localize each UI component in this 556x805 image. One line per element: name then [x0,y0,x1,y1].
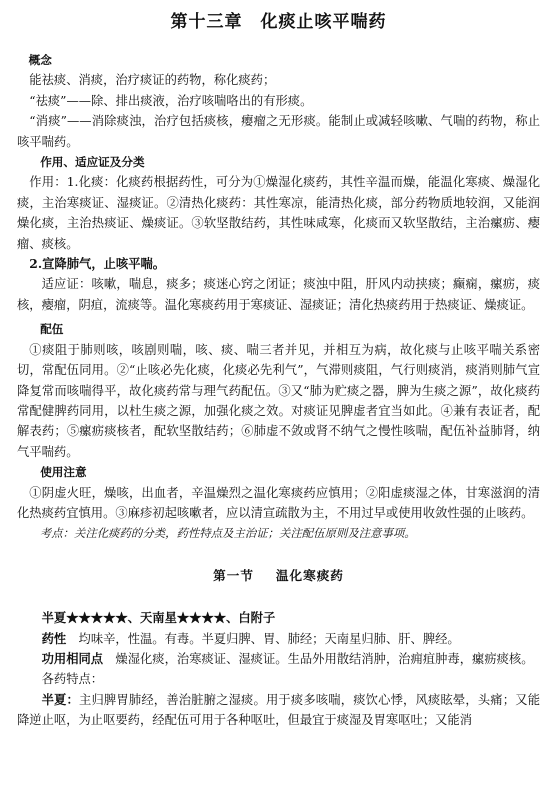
banxia-text: 主归脾胃肺经，善治脏腑之湿痰。用于痰多咳喘，痰饮心悸，风痰眩晕，头痛；又能降逆止呕，为止呕要药，经配伍可用于各种呕吐，但最宜于痰湿及胃寒呕吐；又能消 [17,692,540,728]
section-heading [17,566,540,586]
herb-list: 半夏★★★★★、天南星★★★★、白附子 [41,610,276,626]
caution-heading: 使用注意 [40,465,87,480]
action-p2: 2.宣降肺气，止咳平喘。 [29,256,166,272]
nature-label: 药性 [41,630,67,646]
action-p3: 适应证：咳嗽，喘息，痰多；痰迷心窍之闭证；痰浊中阻，肝风内动挟痰；癫痫，瘰疬，痰核，瘿瘤，阴疽，流痰等。温化寒痰药用于寒痰证、湿痰证；清化热痰药用于热痰证、燥痰证。 [17,277,540,312]
concept-p1: 能祛痰、消痰，治疗痰证的药物，称化痰药； [29,73,276,88]
action-p1: 作用：1.化痰：化痰药根据药性，可分为①燥湿化痰药，其性辛温而燥，能温化寒痰、燥湿化痰，主治寒痰证、湿痰证。②清热化痰药：其性寒凉，能清热化痰，部分药物质地较润，又能润燥化痰，主治热痰证、燥痰证。③软坚散结药，其性味咸寒，化痰而又软坚散结，主治瘰疬、瘿瘤、痰核。 [17,175,540,251]
banxia-paragraph [17,690,540,731]
nature-text: 均味辛，性温。有毒。半夏归脾、胃、肺经；天南星归肺、肝、脾经。 [78,631,460,646]
herb-nature [17,629,540,649]
chapter-title: 第十三章 化痰止咳平喘药 [170,12,387,32]
herb-common [17,649,540,669]
features-heading: 各药特点： [41,672,104,687]
concept-p2: “祛痰”——除、排出痰液，治疗咳喘咯出的有形痰。 [29,93,313,108]
banxia-label: 半夏： [41,691,79,707]
common-label: 功用相同点 [41,650,104,666]
concept-p3: “消痰”——消除痰浊，治疗包括痰核，瘿瘤之无形痰。能制止或减轻咳嗽、气喘的药物，称止咳平喘药。 [17,114,540,149]
exam-note: 考点：关注化痰药的分类，药性特点及主治证；关注配伍原则及注意事项。 [39,526,416,541]
concept-heading: 概念 [28,53,52,67]
compat-heading: 配伍 [40,322,64,337]
caution-p1: ①阴虚火旺，燥咳，出血者，辛温燥烈之温化寒痰药应慎用；②阳虚痰湿之体，甘寒滋润的清化热痰药宜慎用。③麻疹初起咳嗽者，应以清宣疏散为主，不用过早或使用收敛性强的止咳药。 [17,485,540,520]
compat-p1: ①痰阻于肺则咳，咳剧则喘，咳、痰、喘三者并见，并相互为病，故化痰与止咳平喘关系密切，常配伍同用。②“止咳必先化痰，化痰必先利气”，气滞则痰阻，气行则痰消，痰消则肺气宣降复常而咳喘得平，故化痰药常与理气药配伍。③又“肺为贮痰之器，脾为生痰之源”，故化痰药常配健脾药同用，以杜生痰之源，加强化痰之效。对痰证见脾虚者宜当如此。④兼有表证者，配解表药；⑤瘰疬痰核者，配软坚散结药；⑥肺虚不敛或肾不纳气之慢性咳喘，配伍补益肺肾，纳气平喘药。 [17,342,540,459]
action-heading: 作用、适应证及分类 [40,155,145,170]
section-title: 温化寒痰药 [275,567,344,583]
section-number: 第一节 [213,567,254,583]
common-text: 燥湿化痰，治寒痰证、湿痰证。生品外用散结消肿，治痈疽肿毒，瘰疬痰核。 [115,651,534,666]
